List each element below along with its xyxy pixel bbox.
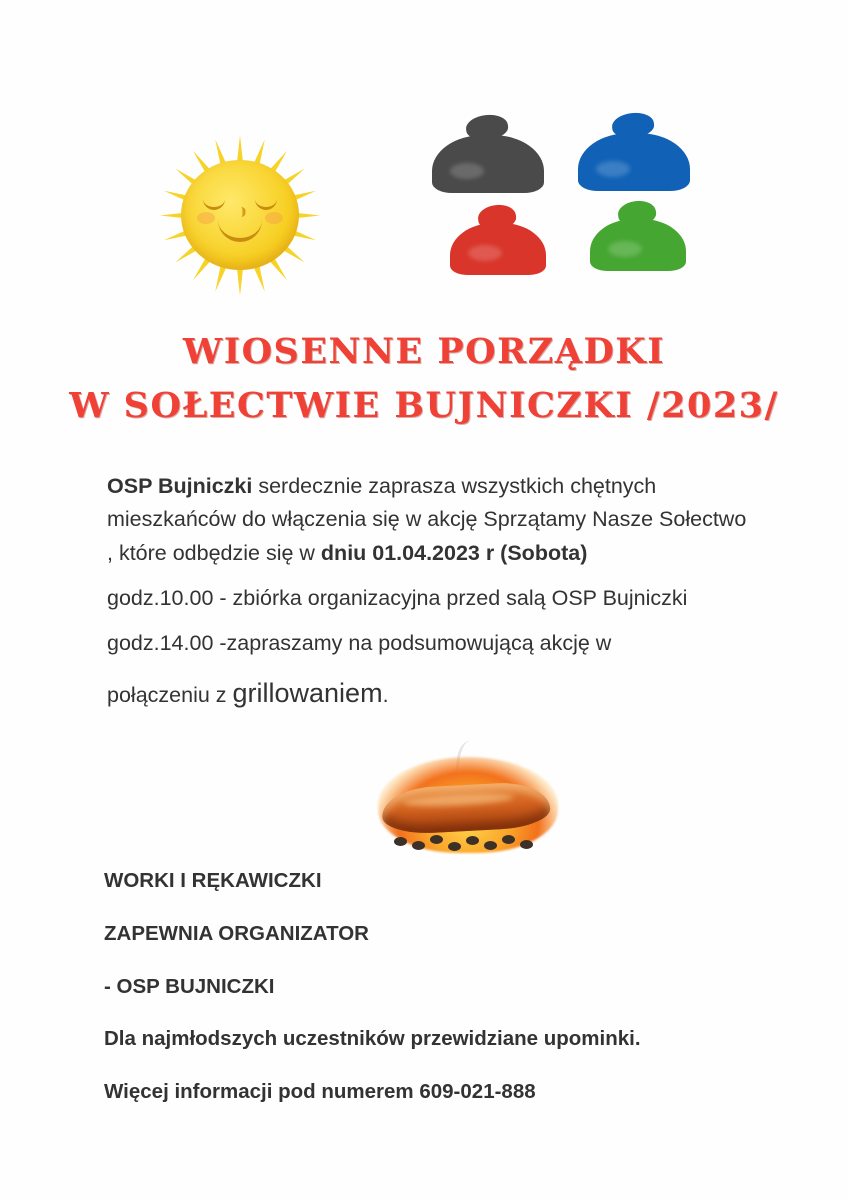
footer-text [104,866,764,1108]
footer-line-3: - OSP BUJNICZKI [104,974,275,998]
sun-icon [112,130,367,300]
footer-line-4: Dla najmłodszych uczestników przewidziane upominki. [104,1027,641,1051]
trash-bags-group [430,105,700,295]
sun-eye-right [255,198,277,210]
trash-bag-red-icon [450,205,546,275]
footer-contact-phone: Więcej informacji pod numerem 609-021-888 [104,1080,536,1103]
grilled-sausage-icon [360,745,575,865]
intro-date: dniu 01.04.2023 r (Sobota) [320,540,588,565]
coals [390,831,546,853]
sun-nose [234,207,245,217]
schedule-grill [107,673,747,715]
sun-face [181,160,299,270]
intro-rest: serdecznie zaprasza wszystkich chętnych mieszkańców do włączenia się w akcję Sprzątamy Nasze Sołectwo , które odbędzie się w [107,474,747,565]
grill-suffix: . [382,682,389,707]
trash-bag-green-icon [590,201,686,271]
footer-line-2: ZAPEWNIA ORGANIZATOR [104,921,369,945]
headline-line-2: W SOŁECTWIE BUJNICZKI /2023/ [69,385,779,427]
header-graphics [0,105,848,305]
schedule-afternoon: godz.14.00 -zapraszamy na podsumowującą akcję w [107,631,612,656]
headline-line-1: WIOSENNE PORZĄDKI [182,331,666,372]
grill-prefix: połączeniu z [107,682,233,707]
grill-word: grillowaniem [232,677,383,708]
sun-mouth [218,218,262,242]
intro-organization: OSP Bujniczki [107,474,253,498]
body-text [107,470,747,726]
schedule-morning: godz.10.00 - zbiórka organizacyjna przed salą OSP Bujniczki [107,585,688,610]
trash-bag-dark-icon [432,115,544,193]
poster-headline [0,325,848,434]
trash-bag-blue-icon [578,113,690,191]
sun-eye-left [203,198,225,210]
sun-cheek-left [197,212,215,224]
footer-line-1: WORKI I RĘKAWICZKI [104,869,322,892]
sun-cheek-right [265,212,283,224]
intro-paragraph [107,470,747,570]
